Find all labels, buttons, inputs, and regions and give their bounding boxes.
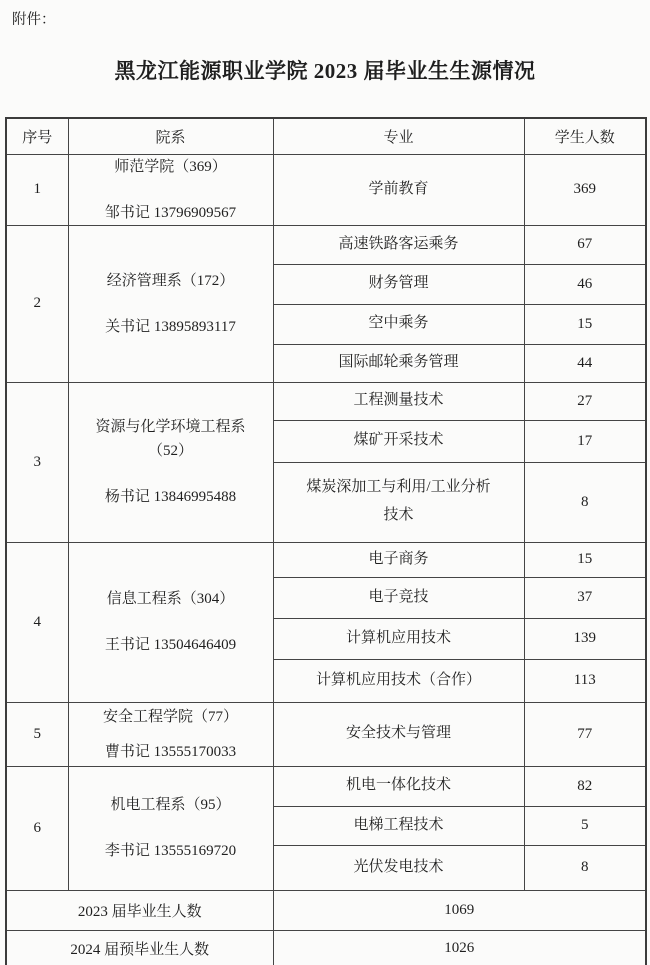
dept-name: 安全工程学院（77）: [102, 708, 238, 725]
index-cell: 6: [6, 766, 68, 890]
count-cell: 67: [524, 225, 646, 264]
count-cell: 37: [524, 577, 646, 618]
major-cell: 煤矿开采技术: [273, 420, 524, 462]
dept-name: 资源与化学环境工程系（52）: [95, 419, 246, 459]
major-cell: 空中乘务: [273, 304, 524, 344]
dept-contact: 邹书记 13796909567: [104, 204, 237, 221]
count-cell: 113: [524, 659, 646, 702]
index-cell: 5: [6, 702, 68, 766]
dept-name: 经济管理系（172）: [106, 272, 235, 289]
dept-cell: [68, 766, 273, 890]
dept-cell: [68, 225, 273, 382]
index-cell: 1: [6, 154, 68, 225]
table-header-row: [6, 118, 646, 154]
index-cell: 2: [6, 225, 68, 382]
count-cell: 15: [524, 304, 646, 344]
table-row: [6, 225, 646, 264]
page-title: 黑龙江能源职业学院 2023 届毕业生生源情况: [114, 59, 536, 83]
header-index: 序号: [6, 118, 68, 154]
count-cell: 5: [524, 806, 646, 845]
major-cell: 电子商务: [273, 542, 524, 577]
header-department: 院系: [68, 118, 273, 154]
dept-cell: [68, 702, 273, 766]
major-cell: 学前教育: [273, 154, 524, 225]
count-cell: 27: [524, 382, 646, 420]
count-cell: 44: [524, 344, 646, 382]
major-cell: 安全技术与管理: [273, 702, 524, 766]
major-cell: 财务管理: [273, 264, 524, 304]
summary-value: 1026: [273, 930, 646, 965]
dept-contact: 王书记 13504646409: [104, 637, 237, 653]
dept-contact: 杨书记 13846995488: [104, 489, 237, 505]
major-cell: 高速铁路客运乘务: [273, 225, 524, 264]
dept-name: 信息工程系（304）: [106, 591, 235, 607]
attachment-label: 附件：: [12, 12, 56, 28]
graduate-roster-table: [5, 117, 647, 965]
index-cell: 3: [6, 382, 68, 542]
major-cell: 光伏发电技术: [273, 845, 524, 890]
dept-cell: [68, 154, 273, 225]
dept-cell: [68, 382, 273, 542]
dept-cell: [68, 542, 273, 702]
index-cell: 4: [6, 542, 68, 702]
major-cell: 工程测量技术: [273, 382, 524, 420]
table-row: [6, 382, 646, 420]
major-cell: 电梯工程技术: [273, 806, 524, 845]
count-cell: 77: [524, 702, 646, 766]
summary-row-2023: [6, 890, 646, 930]
count-cell: 369: [524, 154, 646, 225]
count-cell: 82: [524, 766, 646, 806]
count-cell: 46: [524, 264, 646, 304]
dept-name: 师范学院（369）: [114, 158, 227, 175]
major-cell: 煤炭深加工与利用/工业分析技术: [273, 462, 524, 542]
dept-name: 机电工程系（95）: [110, 797, 231, 813]
summary-label: 2023 届毕业生人数: [6, 890, 273, 930]
count-cell: 8: [524, 462, 646, 542]
table-row: [6, 766, 646, 806]
dept-contact: 李书记 13555169720: [104, 843, 237, 859]
summary-row-2024: [6, 930, 646, 965]
count-cell: 17: [524, 420, 646, 462]
major-cell: 国际邮轮乘务管理: [273, 344, 524, 382]
dept-contact: 曹书记 13555170033: [104, 743, 237, 760]
summary-value: 1069: [273, 890, 646, 930]
major-cell: 电子竞技: [273, 577, 524, 618]
table-row: [6, 702, 646, 766]
count-cell: 15: [524, 542, 646, 577]
dept-contact: 关书记 13895893117: [105, 318, 236, 335]
count-cell: 139: [524, 618, 646, 659]
header-count: 学生人数: [524, 118, 646, 154]
major-cell: 计算机应用技术（合作）: [273, 659, 524, 702]
summary-label: 2024 届预毕业生人数: [6, 930, 273, 965]
table-row: [6, 154, 646, 225]
header-major: 专业: [273, 118, 524, 154]
count-cell: 8: [524, 845, 646, 890]
major-cell: 计算机应用技术: [273, 618, 524, 659]
major-cell: 机电一体化技术: [273, 766, 524, 806]
table-row: [6, 542, 646, 577]
